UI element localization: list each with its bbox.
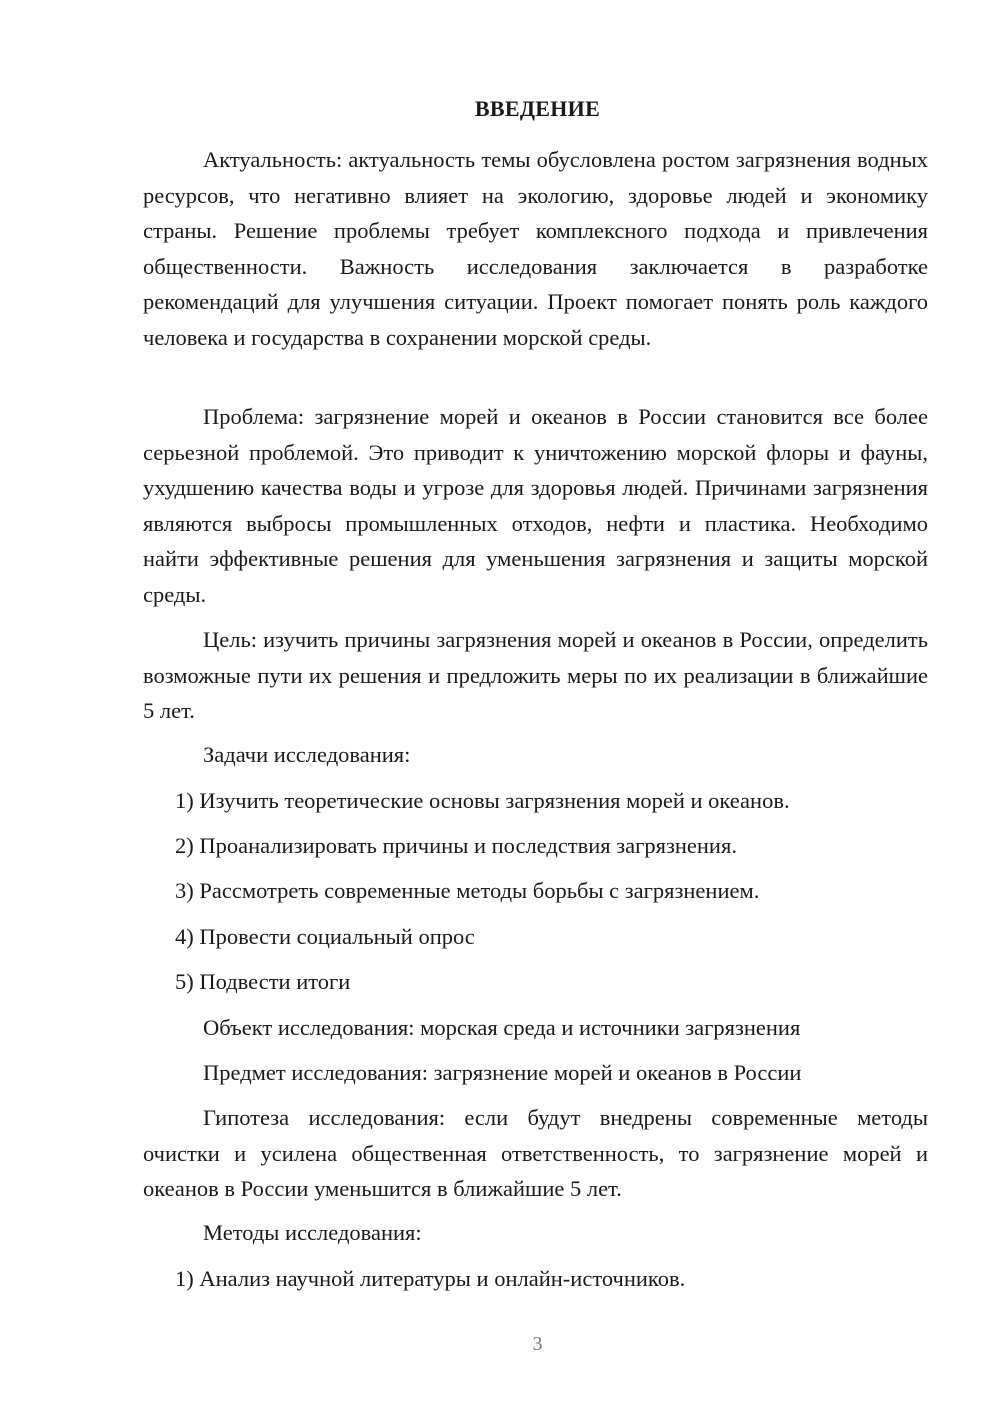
relevance-paragraph: Актуальность: актуальность темы обусловлена ростом загрязнения водных ресурсов, что негативно влияет на экологию, здоровье людей и экономику страны. Решение проблемы требует комплексного подхода и привлечения общественности. Важность исследования заключается в разработке рекомендаций для улучшения ситуации. Проект помогает понять роль каждого человека и государства в сохранении морской среды.	[143, 147, 928, 350]
task-item-5: 5) Подвести итоги	[175, 969, 351, 994]
research-subject: Предмет исследования: загрязнение морей и океанов в России	[203, 1060, 802, 1085]
goal-paragraph: Цель: изучить причины загрязнения морей и океанов в России, определить возможные пути их решения и предложить меры по их реализации в ближайшие 5 лет.	[143, 627, 928, 723]
task-item-2: 2) Проанализировать причины и последствия загрязнения.	[175, 833, 737, 858]
method-item-1: 1) Анализ научной литературы и онлайн-источников.	[175, 1266, 686, 1291]
research-object: Объект исследования: морская среда и источники загрязнения	[203, 1015, 801, 1040]
task-item-4: 4) Провести социальный опрос	[175, 924, 475, 949]
methods-heading: Методы исследования:	[203, 1220, 422, 1245]
task-item-1: 1) Изучить теоретические основы загрязнения морей и океанов.	[175, 788, 790, 813]
section-heading: ВВЕДЕНИЕ	[474, 96, 601, 121]
task-item-3: 3) Рассмотреть современные методы борьбы с загрязнением.	[175, 878, 760, 903]
page-number: 3	[532, 1333, 543, 1355]
hypothesis-paragraph: Гипотеза исследования: если будут внедрены современные методы очистки и усилена общественная ответственность, то загрязнение морей и океанов в России уменьшится в ближайшие 5 лет.	[143, 1105, 928, 1201]
problem-paragraph: Проблема: загрязнение морей и океанов в России становится все более серьезной проблемой. Это приводит к уничтожению морской флоры и фауны, ухудшению качества воды и угрозе для здоровья людей. Причинами загрязнения являются выбросы промышленных отходов, нефти и пластика. Необходимо найти эффективные решения для уменьшения загрязнения и защиты морской среды.	[143, 404, 928, 607]
tasks-heading: Задачи исследования:	[203, 742, 411, 767]
